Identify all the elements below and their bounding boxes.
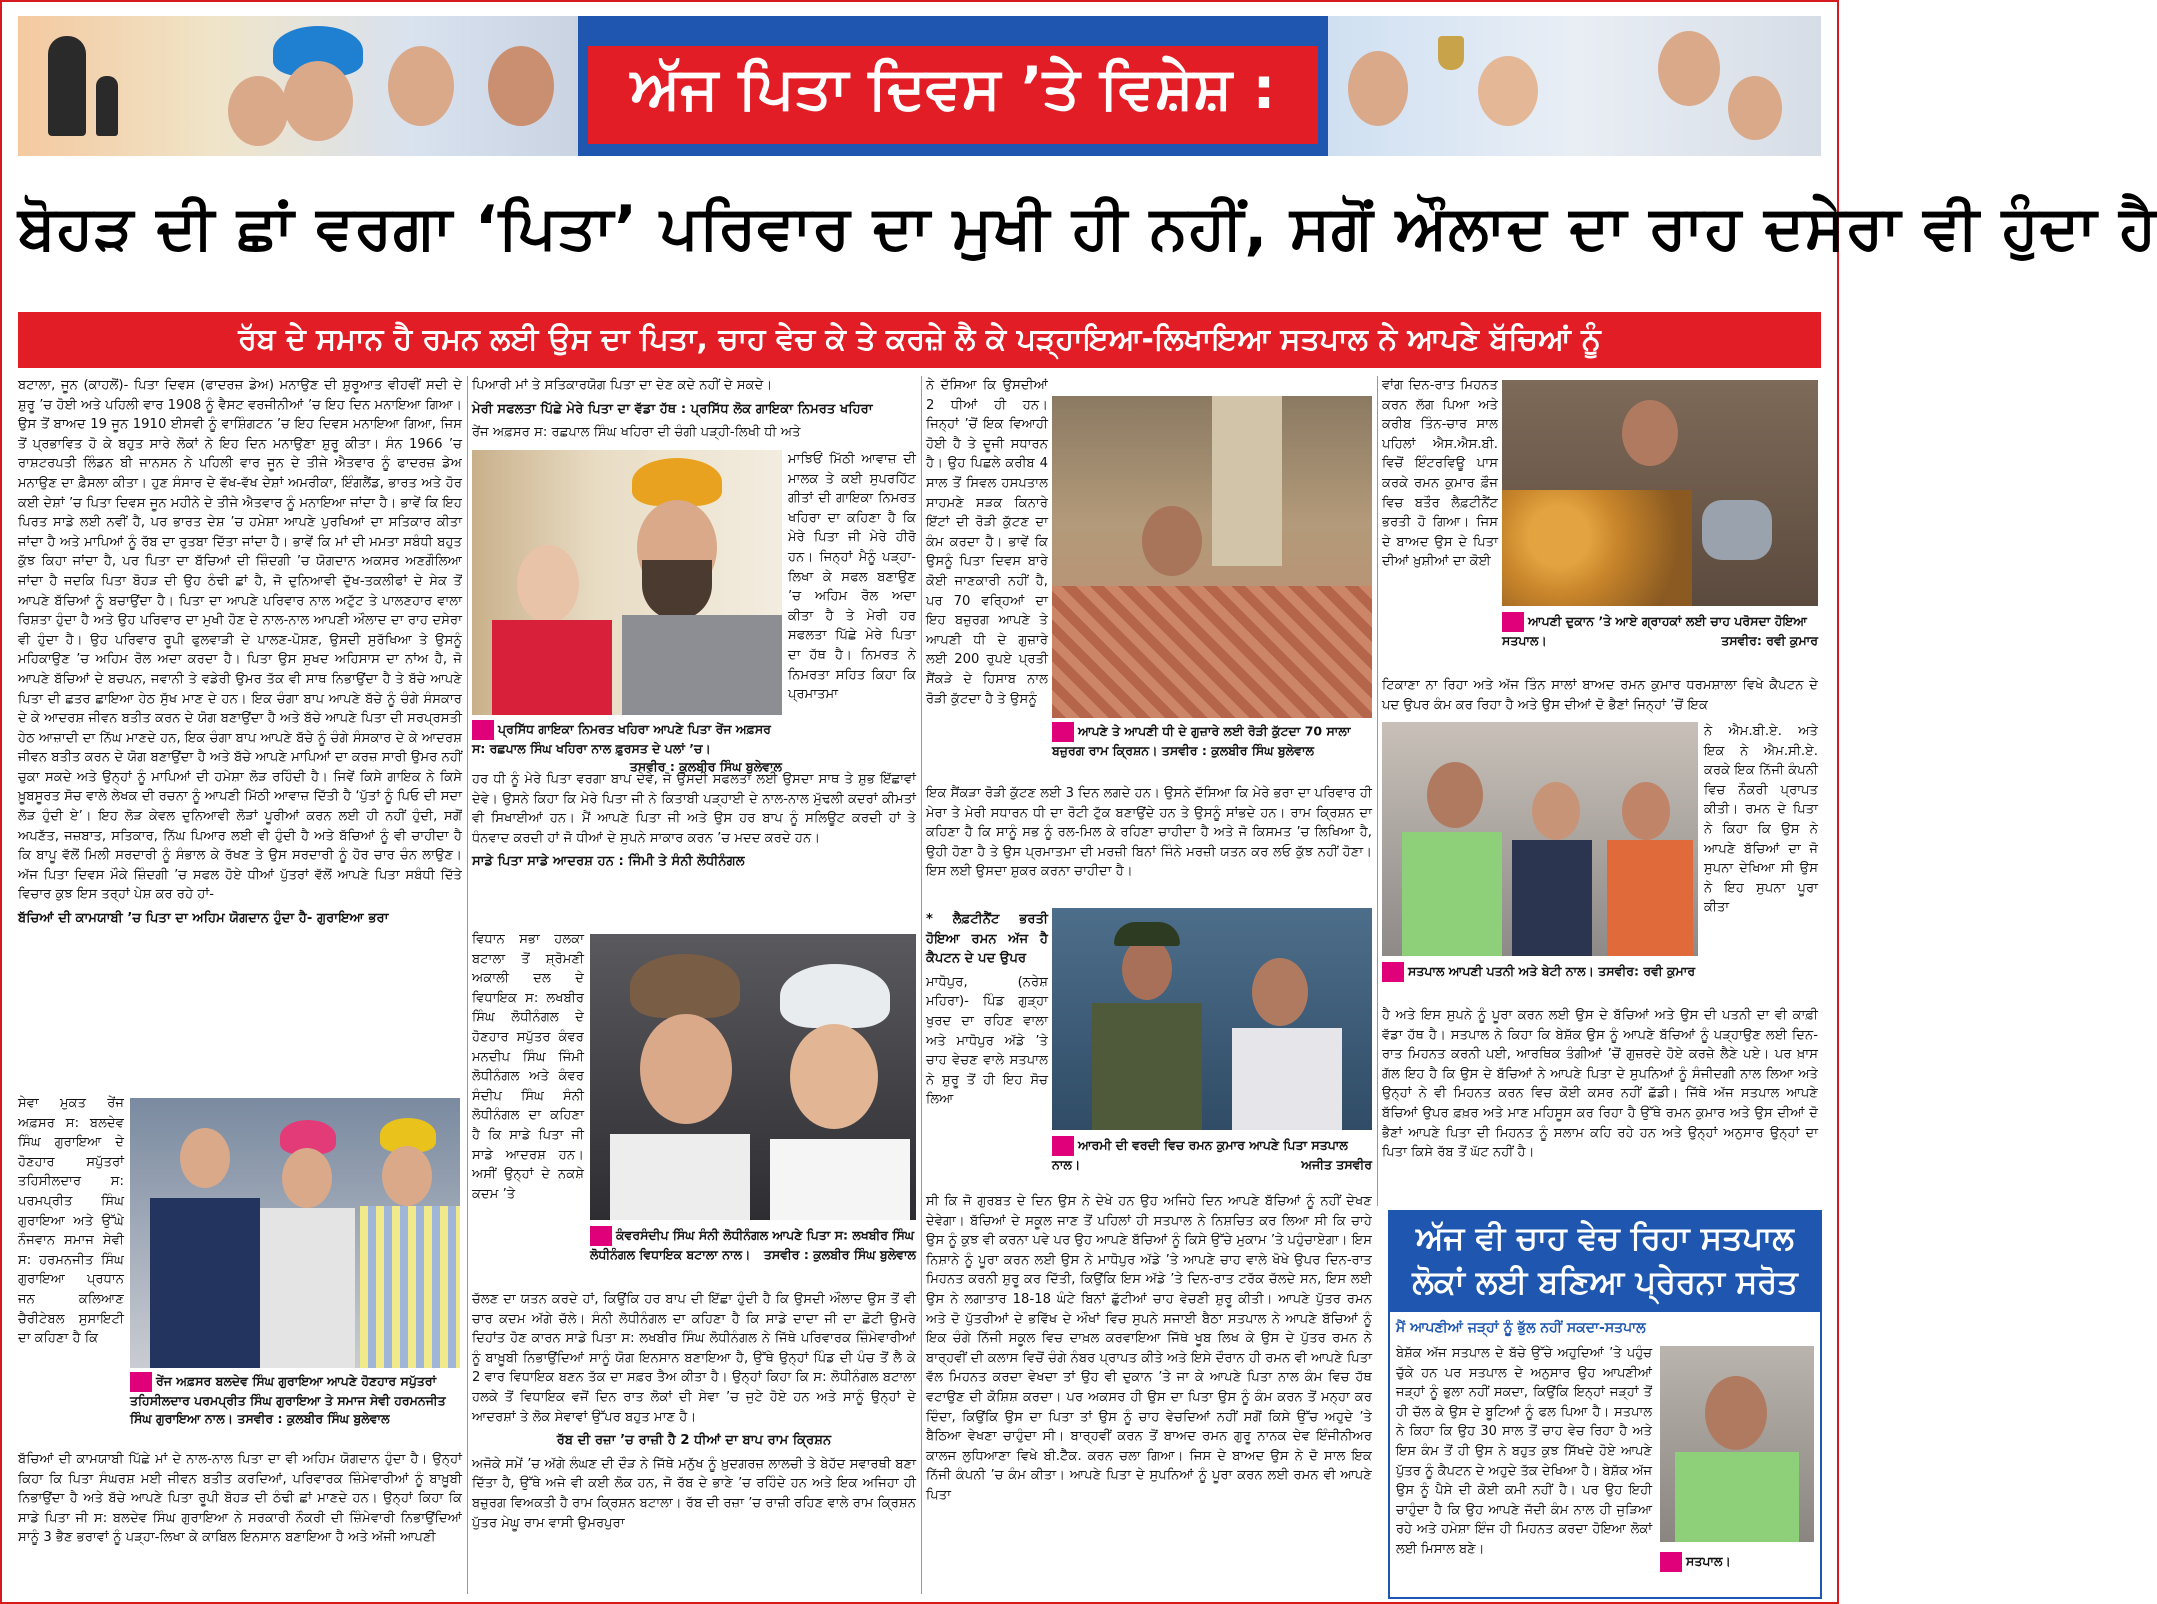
col1-paragraph-3: ਬੱਚਿਆਂ ਦੀ ਕਾਮਯਾਬੀ ਪਿੱਛੇ ਮਾਂ ਦੇ ਨਾਲ-ਨਾਲ ਪਿਤਾ ਦਾ ਵੀ ਅਹਿਮ ਯੋਗਦਾਨ ਹੁੰਦਾ ਹੈ। ਉਨ੍ਹਾਂ ਕਿਹਾ ਕਿ ਪਿਤਾ ਸੰਘਰਸ਼ ਮਈ ਜੀਵਨ ਬਤੀਤ ਕਰਦਿਆਂ, ਪਰਿਵਾਰਕ ਜ਼ਿੰਮੇਵਾਰੀਆਂ ਨੂੰ ਬਾਖ਼ੂਬੀ ਨਿਭਾਉਂਦਾ ਹੈ ਅਤੇ ਬੱਚੇ ਆਪਣੇ ਪਿਤਾ ਰੂਪੀ ਬੋਹੜ ਦੀ ਠੰਢੀ ਛਾਂ ਮਾਣਦੇ ਹਨ। ਉਨ੍ਹਾਂ ਕਿਹਾ ਕਿ ਸਾਡੇ ਪਿਤਾ ਜੀ ਸ: ਬਲਦੇਵ ਸਿੰਘ ਗੁਰਾਇਆ ਨੇ ਸਰਕਾਰੀ ਨੌਕਰੀ ਦੀ ਜ਼ਿੰਮੇਵਾਰੀ ਨਿਭਾਉਂਦਿਆਂ ਸਾਨੂੰ 3 ਭੈਣ ਭਰਾਵਾਂ ਨੂੰ ਪੜ੍ਹਾ-ਲਿਖਾ ਕੇ ਕਾਬਿਲ ਇਨਸਾਨ ਬਣਾਇਆ ਹੈ ਅਤੇ ਅੱਜੀ ਆਪਣੀ	[18, 1452, 462, 1546]
beard	[642, 560, 712, 620]
army-uniform	[1092, 1003, 1202, 1130]
silhouette-child-icon	[96, 76, 118, 136]
photo-lodhinangal	[590, 934, 916, 1220]
col3-paragraph-4: ਸੀ ਕਿ ਜੋ ਗੁਰਬਤ ਦੇ ਦਿਨ ਉਸ ਨੇ ਦੇਖੇ ਹਨ ਉਹ ਅਜਿਹੇ ਦਿਨ ਆਪਣੇ ਬੱਚਿਆਂ ਨੂੰ ਨਹੀਂ ਦੇਖਣ ਦੇਵੇਗਾ। ਬੱਚਿਆਂ ਦੇ ਸਕੂਲ ਜਾਣ ਤੋਂ ਪਹਿਲਾਂ ਹੀ ਸਤਪਾਲ ਨੇ ਨਿਸ਼ਚਿਤ ਕਰ ਲਿਆ ਸੀ ਕਿ ਚਾਹੇ ਉਸ ਨੂੰ ਕੁਝ ਵੀ ਕਰਨਾ ਪਵੇ ਪਰ ਉਹ ਆਪਣੇ ਬੱਚਿਆਂ ਨੂੰ ਕਿਸੇ ਉੱਚੇ ਮੁਕਾਮ ’ਤੇ ਪਹੁੰਚਾਏਗਾ। ਇਸ ਨਿਸ਼ਾਨੇ ਨੂੰ ਪੂਰਾ ਕਰਨ ਲਈ ਉਸ ਨੇ ਮਾਧੋਪੁਰ ਅੱਡੇ ’ਤੇ ਆਪਣੇ ਚਾਹ ਵਾਲੇ ਖੋਖੇ ਉਪਰ ਦਿਨ-ਰਾਤ ਮਿਹਨਤ ਕਰਨੀ ਸ਼ੁਰੂ ਕਰ ਦਿੱਤੀ, ਕਿਉਂਕਿ ਇਸ ਅੱਡੇ ’ਤੇ ਦਿਨ-ਰਾਤ ਟਰੱਕ ਚੱਲਦੇ ਸਨ, ਇਸ ਲਈ ਉਸ ਨੇ ਲਗਾਤਾਰ 18-18 ਘੰਟੇ ਬਿਨਾਂ ਛੁੱਟੀਆਂ ਚਾਹ ਵੇਚਣੀ ਸ਼ੁਰੂ ਕੀਤੀ। ਆਪਣੇ ਪੁੱਤਰ ਰਮਨ ਅਤੇ ਦੋ ਪੁੱਤਰੀਆਂ ਦੇ ਭਵਿੱਖ ਦੇ ਔਖਾਂ ਵਿਚ ਸੁਪਨੇ ਸਜਾਈ ਬੈਠਾ ਸਤਪਾਲ ਨੇ ਆਪਣੇ ਬੱਚਿਆਂ ਨੂੰ ਇਕ ਚੰਗੇ ਨਿੱਜੀ ਸਕੂਲ ਵਿਚ ਦਾਖ਼ਲ ਕਰਵਾਇਆ ਜਿੱਥੇ ਖੂਬ ਲਿਖ ਕੇ ਉਸ ਦੇ ਪੁੱਤਰ ਰਮਨ ਨੇ ਬਾਰ੍ਹਵੀਂ ਦੀ ਕਲਾਸ ਵਿਚੋਂ ਚੰਗੇ ਨੰਬਰ ਪ੍ਰਾਪਤ ਕੀਤੇ ਅਤੇ ਇਸੇ ਦੌਰਾਨ ਹੀ ਰਮਨ ਵੀ ਆਪਣੇ ਪਿਤਾ ਵੱਲ ਮਿਹਨਤ ਕਰਦਾ ਵੇਖਦਾ ਤਾਂ ਉਹ ਵੀ ਦੁਕਾਨ ’ਤੇ ਜਾ ਕੇ ਆਪਣੇ ਪਿਤਾ ਨਾਲ ਕੰਮ ਵਿਚ ਹੱਥ ਵਟਾਉਣ ਦੀ ਕੋਸ਼ਿਸ਼ ਕਰਦਾ। ਪਰ ਅਕਸਰ ਹੀ ਉਸ ਦਾ ਪਿਤਾ ਉਸ ਨੂੰ ਕੰਮ ਕਰਨ ਤੋਂ ਮਨ੍ਹਾ ਕਰ ਦਿੰਦਾ, ਕਿਉਂਕਿ ਉਸ ਦਾ ਪਿਤਾ ਤਾਂ ਉਸ ਨੂੰ ਚਾਹ ਵੇਚਦਿਆਂ ਨਹੀਂ ਸਗੋਂ ਕਿਸੇ ਉੱਚ ਅਹੁਦੇ ’ਤੇ ਬੈਠਿਆ ਵੇਖਣਾ ਚਾਹੁੰਦਾ ਸੀ। ਬਾਰ੍ਹਵੀਂ ਕਰਨ ਤੋਂ ਬਾਅਦ ਰਮਨ ਗੁਰੂ ਨਾਨਕ ਦੇਵ ਇੰਜੀਨੀਅਰ ਕਾਲਜ ਲੁਧਿਆਣਾ ਵਿਖੇ ਬੀ.ਟੈੱਕ. ਕਰਨ ਚਲਾ ਗਿਆ। ਜਿਸ ਦੇ ਬਾਅਦ ਉਸ ਨੇ ਦੋ ਸਾਲ ਇਕ ਨਿੱਜੀ ਕੰਪਨੀ ’ਚ ਕੰਮ ਕੀਤਾ। ਆਪਣੇ ਪਿਤਾ ਦੇ ਸੁਪਨਿਆਂ ਨੂੰ ਪੂਰਾ ਕਰਨ ਲਈ ਰਮਨ ਵੀ ਆਪਣੇ ਪਿਤਾ	[926, 1194, 1372, 1503]
face-wife	[1622, 782, 1670, 840]
photo-family	[1382, 722, 1698, 956]
face-6	[1478, 56, 1538, 126]
sidebar-box	[1388, 1210, 1822, 1599]
shirt-green-2	[1675, 1452, 1799, 1542]
caption-marker	[1502, 612, 1524, 632]
column-3-bottom	[926, 1192, 1372, 1596]
sidebar-box-title: ਅੱਜ ਵੀ ਚਾਹ ਵੇਚ ਰਿਹਾ ਸਤਪਾਲ ਲੋਕਾਂ ਲਈ ਬਣਿਆ ਪ੍ਰੇਰਨਾ ਸਰੋਤ	[1390, 1212, 1820, 1312]
col4-paragraph-3: ਹੈ ਅਤੇ ਇਸ ਸੁਪਨੇ ਨੂੰ ਪੂਰਾ ਕਰਨ ਲਈ ਉਸ ਦੇ ਬੱਚਿਆਂ ਅਤੇ ਉਸ ਦੀ ਪਤਨੀ ਦਾ ਵੀ ਕਾਫ਼ੀ ਵੱਡਾ ਹੱਥ ਹੈ। ਸਤਪਾਲ ਨੇ ਕਿਹਾ ਕਿ ਬੇਸ਼ੱਕ ਉਸ ਨੂੰ ਆਪਣੇ ਬੱਚਿਆਂ ਨੂੰ ਪੜ੍ਹਾਉਣ ਲਈ ਦਿਨ-ਰਾਤ ਮਿਹਨਤ ਕਰਨੀ ਪਈ, ਆਰਥਿਕ ਤੰਗੀਆਂ ’ਚੋਂ ਗੁਜ਼ਰਦੇ ਹੋਏ ਕਰਜ਼ੇ ਲੈਣੇ ਪਏ। ਪਰ ਖ਼ਾਸ ਗੱਲ ਇਹ ਹੈ ਕਿ ਉਸ ਦੇ ਬੱਚਿਆਂ ਨੇ ਆਪਣੇ ਪਿਤਾ ਦੇ ਸੁਪਨਿਆਂ ਨੂੰ ਸੰਜੀਦਗੀ ਨਾਲ ਲਿਆ ਅਤੇ ਉਨ੍ਹਾਂ ਨੇ ਵੀ ਮਿਹਨਤ ਕਰਨ ਵਿਚ ਕੋਈ ਕਸਰ ਨਹੀਂ ਛੱਡੀ। ਜਿੱਥੇ ਅੱਜ ਸਤਪਾਲ ਆਪਣੇ ਬੱਚਿਆਂ ਉਪਰ ਫ਼ਖ਼ਰ ਅਤੇ ਮਾਣ ਮਹਿਸੂਸ ਕਰ ਰਿਹਾ ਹੈ ਉੱਥੇ ਰਮਨ ਕੁਮਾਰ ਅਤੇ ਉਸ ਦੀਆਂ ਦੋ ਭੈਣਾਂ ਆਪਣੇ ਪਿਤਾ ਦੀ ਮਿਹਨਤ ਨੂੰ ਸਲਾਮ ਕਹਿ ਰਹੇ ਹਨ ਅਤੇ ਉਨ੍ਹਾਂ ਅਨੁਸਾਰ ਉਨ੍ਹਾਂ ਦਾ ਪਿਤਾ ਕਿਸੇ ਰੱਬ ਤੋਂ ਘੱਟ ਨਹੀਂ ਹੈ।	[1382, 1008, 1818, 1161]
caption-tea-credit: ਤਸਵੀਰ: ਰਵੀ ਕੁਮਾਰ	[1721, 633, 1818, 648]
sidebar-box-text: ਬੇਸ਼ੱਕ ਅੱਜ ਸਤਪਾਲ ਦੇ ਬੱਚੇ ਉੱਚੇ ਅਹੁਦਿਆਂ ’ਤੇ ਪਹੁੰਚ ਚੁੱਕੇ ਹਨ ਪਰ ਸਤਪਾਲ ਦੇ ਅਨੁਸਾਰ ਉਹ ਆਪਣੀਆਂ ਜੜ੍ਹਾਂ ਨੂੰ ਭੁਲਾ ਨਹੀਂ ਸਕਦਾ, ਕਿਉਂਕਿ ਇਨ੍ਹਾਂ ਜੜ੍ਹਾਂ ਤੋਂ ਹੀ ਚੱਲ ਕੇ ਉਸ ਦੇ ਬੂਟਿਆਂ ਨੂੰ ਫਲ ਪਿਆ ਹੈ। ਸਤਪਾਲ ਨੇ ਕਿਹਾ ਕਿ ਉਹ 30 ਸਾਲ ਤੋਂ ਚਾਹ ਵੇਚ ਰਿਹਾ ਹੈ ਅਤੇ ਇਸ ਕੰਮ ਤੋਂ ਹੀ ਉਸ ਨੇ ਬਹੁਤ ਕੁਝ ਸਿੱਖਦੇ ਹੋਏ ਆਪਣੇ ਪੁੱਤਰ ਨੂੰ ਕੈਪਟਨ ਦੇ ਅਹੁਦੇ ਤੱਕ ਦੇਖਿਆ ਹੈ। ਬੇਸ਼ੱਕ ਅੱਜ ਉਸ ਨੂੰ ਪੈਸੇ ਦੀ ਕੋਈ ਕਮੀ ਨਹੀਂ ਹੈ। ਪਰ ਉਹ ਇਹੀ ਚਾਹੁੰਦਾ ਹੈ ਕਿ ਉਹ ਆਪਣੇ ਜੱਦੀ ਕੰਮ ਨਾਲ ਹੀ ਜੁੜਿਆ ਰਹੇ ਅਤੇ ਹਮੇਸ਼ਾ ਇੰਜ ਹੀ ਮਿਹਨਤ ਕਰਦਾ ਹੋਇਆ ਲੋਕਾਂ ਲਈ ਮਿਸਾਲ ਬਣੇ।	[1396, 1346, 1652, 1557]
face-guraya-3	[382, 1146, 432, 1206]
col2-subheading-2: ਸਾਡੇ ਪਿਤਾ ਸਾਡੇ ਆਦਰਸ਼ ਹਨ : ਜਿੰਮੀ ਤੇ ਸੰਨੀ ਲੋਧੀਨੰਗਲ	[472, 854, 745, 870]
column-divider-2	[921, 376, 922, 1594]
caption-lodhinangal: ਕੰਵਰਸੰਦੀਪ ਸਿੰਘ ਸੰਨੀ ਲੋਧੀਨੰਗਲ ਆਪਣੇ ਪਿਤਾ ਸ: ਲਖਬੀਰ ਸਿੰਘ ਲੋਧੀਨੰਗਲ ਵਿਧਾਇਕ ਬਟਾਲਾ ਨਾਲ। ਤਸਵੀਰ : ਕੁਲਬੀਰ ਸਿੰਘ ਬੁਲੇਵਾਲ	[590, 1227, 916, 1262]
face-raman	[1122, 938, 1172, 1000]
face-guraya-1	[180, 1128, 230, 1188]
photo-tea-stall	[1502, 380, 1818, 606]
col1-paragraph-1: ਬਟਾਲਾ, ਜੂਨ (ਕਾਹਲੋਂ)- ਪਿਤਾ ਦਿਵਸ (ਫਾਦਰਜ਼ ਡੇਅ) ਮਨਾਉਣ ਦੀ ਸ਼ੁਰੂਆਤ ਵੀਹਵੀਂ ਸਦੀ ਦੇ ਸ਼ੁਰੂ ’ਚ ਹੋਈ ਅਤੇ ਪਹਿਲੀ ਵਾਰ 1908 ਨੂੰ ਵੈਸਟ ਵਰਜੀਨੀਆਂ ’ਚ ਇਹ ਦਿਨ ਮਨਾਇਆ ਗਿਆ। ਉਸ ਤੋਂ ਬਾਅਦ 19 ਜੂਨ 1910 ਈਸਵੀ ਨੂੰ ਵਾਸ਼ਿੰਗਟਨ ’ਚ ਇਹ ਦਿਵਸ ਮਨਾਇਆ ਗਿਆ, ਜਿਸ ਤੋਂ ਪ੍ਰਭਾਵਿਤ ਹੋ ਕੇ ਬਹੁਤ ਸਾਰੇ ਲੋਕਾਂ ਨੇ ਇਹ ਦਿਨ ਮਨਾਉਣਾ ਸ਼ੁਰੂ ਕੀਤਾ। ਸੰਨ 1966 ’ਚ ਰਾਸ਼ਟਰਪਤੀ ਲਿੰਡਨ ਬੀ ਜਾਨਸਨ ਨੇ ਪਹਿਲੀ ਵਾਰ ਜੂਨ ਦੇ ਤੀਜੇ ਐਤਵਾਰ ਨੂੰ ਫਾਦਰਜ਼ ਡੇਅ ਮਨਾਉਣ ਦਾ ਫ਼ੈਸਲਾ ਕੀਤਾ। ਹੁਣ ਸੰਸਾਰ ਦੇ ਵੱਖ-ਵੱਖ ਦੇਸ਼ਾਂ ਅਮਰੀਕਾ, ਇੰਗਲੈਂਡ, ਭਾਰਤ ਅਤੇ ਹੋਰ ਕਈ ਦੇਸ਼ਾਂ ’ਚ ਪਿਤਾ ਦਿਵਸ ਜੂਨ ਮਹੀਨੇ ਦੇ ਤੀਜੇ ਐਤਵਾਰ ਨੂੰ ਮਨਾਇਆ ਜਾਂਦਾ ਹੈ। ਭਾਵੇਂ ਕਿ ਇਹ ਪਿਰਤ ਸਾਡੇ ਲਈ ਨਵੀਂ ਹੈ, ਪਰ ਭਾਰਤ ਦੇਸ਼ ’ਚ ਹਮੇਸ਼ਾ ਆਪਣੇ ਪੁਰਖਿਆਂ ਦਾ ਸਤਿਕਾਰ ਕੀਤਾ ਜਾਂਦਾ ਹੈ ਅਤੇ ਮਾਪਿਆਂ ਨੂੰ ਰੱਬ ਦਾ ਰੁਤਬਾ ਦਿੱਤਾ ਜਾਂਦਾ ਹੈ। ਭਾਵੇਂ ਕਿ ਮਾਂ ਦੀ ਮਮਤਾ ਸਬੰਧੀ ਬਹੁਤ ਕੁੱਝ ਕਿਹਾ ਜਾਂਦਾ ਹੈ, ਪਰ ਪਿਤਾ ਦਾ ਬੱਚਿਆਂ ਦੀ ਜ਼ਿੰਦਗੀ ’ਚ ਯੋਗਦਾਨ ਅਕਸਰ ਅਣਗੌਲਿਆ ਜਾਂਦਾ ਹੈ ਜਦਕਿ ਪਿਤਾ ਬੋਹੜ ਦੀ ਉਹ ਠੰਢੀ ਛਾਂ ਹੈ, ਜੋ ਦੁਨਿਆਵੀ ਦੁੱਖ-ਤਕਲੀਫਾਂ ਦੇ ਸੇਕ ਤੋਂ ਆਪਣੇ ਬੱਚਿਆਂ ਨੂੰ ਬਚਾਉਂਦਾ ਹੈ। ਪਿਤਾ ਦਾ ਆਪਣੇ ਪਰਿਵਾਰ ਨਾਲ ਅਟੁੱਟ ਤੇ ਪਾਲਣਹਾਰ ਵਾਲਾ ਰਿਸ਼ਤਾ ਹੁੰਦਾ ਹੈ ਅਤੇ ਉਹ ਪਰਿਵਾਰ ਦਾ ਮੁਖੀ ਹੋਣ ਦੇ ਨਾਲ-ਨਾਲ ਆਪਣੀ ਔਲਾਦ ਦਾ ਰਾਹ ਦਸੇਰਾ ਵੀ ਹੁੰਦਾ ਹੈ। ਉਹ ਪਰਿਵਾਰ ਰੂਪੀ ਫੁਲਵਾੜੀ ਦੇ ਪਾਲਣ-ਪੋਸ਼ਣ, ਉਸਦੀ ਸੁਰੱਖਿਆ ਤੇ ਉਸਨੂੰ ਮਹਿਕਾਉਣ ’ਚ ਅਹਿਮ ਰੋਲ ਅਦਾ ਕਰਦਾ ਹੈ। ਪਿਤਾ ਉਸ ਸੁਖਦ ਅਹਿਸਾਸ ਦਾ ਨਾਂਅ ਹੈ, ਜੋ ਆਪਣੇ ਬੱਚਿਆਂ ਦੇ ਬਚਪਨ, ਜਵਾਨੀ ਤੇ ਵਡੇਰੀ ਉਮਰ ਤੱਕ ਵੀ ਸਾਥ ਨਿਭਾਉਂਦਾ ਹੈ ਤੇ ਬੱਚੇ ਆਪਣੇ ਪਿਤਾ ਦੀ ਛਤਰ ਛਾਇਆ ਹੇਠ ਸੁੱਖ ਮਾਣ ਦੇ ਹਨ। ਇਕ ਚੰਗਾ ਬਾਪ ਆਪਣੇ ਬੱਚੇ ਨੂੰ ਚੰਗੇ ਸੰਸਕਾਰ ਦੇ ਕੇ ਆਦਰਸ਼ ਜੀਵਨ ਬਤੀਤ ਕਰਨ ਦੇ ਯੋਗ ਬਣਾਉਂਦਾ ਹੈ ਅਤੇ ਬੱਚੇ ਆਪਣੇ ਪਿਤਾ ਦੀ ਸਰਪ੍ਰਸਤੀ ਹੇਠ ਆਜ਼ਾਦੀ ਦਾ ਨਿੱਘ ਮਾਣਦੇ ਹਨ, ਇਕ ਚੰਗਾ ਬਾਪ ਆਪਣੇ ਬੱਚੇ ਨੂੰ ਚੰਗੇ ਸੰਸਕਾਰ ਦੇ ਕੇ ਆਦਰਸ਼ ਜੀਵਨ ਬਤੀਤ ਕਰਨ ਦੇ ਯੋਗ ਬਣਾਉਂਦਾ ਹੈ ਅਤੇ ਬੱਚੇ ਆਪਣੇ ਮਾਪਿਆਂ ਦਾ ਕਰਜ਼ ਸਾਰੀ ਉਮਰ ਨਹੀਂ ਚੁਕਾ ਸਕਦੇ ਅਤੇ ਉਨ੍ਹਾਂ ਨੂੰ ਮਾਪਿਆਂ ਦੀ ਹਮੇਸ਼ਾ ਲੋੜ ਰਹਿੰਦੀ ਹੈ। ਜਿਵੇਂ ਕਿਸੇ ਗਾਇਕ ਨੇ ਕਿਸੇ ਖ਼ੂਬਸੂਰਤ ਸੋਚ ਵਾਲੇ ਲੇਖਕ ਦੀ ਰਚਨਾ ਨੂੰ ਆਪਣੀ ਮਿੱਠੀ ਆਵਾਜ਼ ਦਿੱਤੀ ਹੈ ‘ਪੁੱਤਾਂ ਨੂੰ ਪਿਓ ਦੀ ਸਦਾ ਲੋੜ ਹੁੰਦੀ ਏ’। ਇਹ ਲੋੜ ਕੇਵਲ ਦੁਨਿਆਵੀ ਲੋੜਾਂ ਪੂਰੀਆਂ ਕਰਨ ਲਈ ਹੀ ਨਹੀਂ ਹੁੰਦੀ, ਸਗੋਂ ਅਪਣੱਤ, ਜਜ਼ਬਾਤ, ਸਤਿਕਾਰ, ਨਿੱਘ ਪਿਆਰ ਲਈ ਵੀ ਹੁੰਦੀ ਹੈ ਅਤੇ ਬੱਚਿਆਂ ਨੂੰ ਵੀ ਚਾਹੀਦਾ ਹੈ ਕਿ ਬਾਪੂ ਵੱਲੋਂ ਮਿਲੀ ਸਰਦਾਰੀ ਨੂੰ ਸੰਭਾਲ ਕੇ ਰੱਖਣ ਤੇ ਉਸ ਸਰਦਾਰੀ ਨੂੰ ਹੋਰ ਚਾਰ ਚੰਨ ਲਾਉਣ। ਅੱਜ ਪਿਤਾ ਦਿਵਸ ਮੌਕੇ ਜ਼ਿੰਦਗੀ ’ਚ ਸਫਲ ਹੋਏ ਧੀਆਂ ਪੁੱਤਰਾਂ ਵੱਲੋਂ ਆਪਣੇ ਪਿਤਾ ਸਬੰਧੀ ਦਿੱਤੇ ਵਿਚਾਰ ਕੁਝ ਇਸ ਤਰ੍ਹਾਂ ਪੇਸ਼ ਕਰ ਰਹੇ ਹਾਂ-	[18, 378, 462, 903]
caption-tea-stall: ਆਪਣੀ ਦੁਕਾਨ ’ਤੇ ਆਏ ਗ੍ਰਾਹਕਾਂ ਲਈ ਚਾਹ ਪਰੋਸਦਾ ਹੋਇਆ ਸਤਪਾਲ। ਤਸਵੀਰ: ਰਵੀ ਕੁਮਾਰ	[1502, 613, 1818, 648]
caption-marker	[130, 1372, 152, 1392]
shirt-green	[1402, 832, 1502, 956]
caption-marker	[1052, 1136, 1074, 1156]
photo-ram-krishan	[1052, 396, 1372, 718]
turban-brown	[630, 954, 740, 1018]
col3-paragraph-3: ਮਾਧੋਪੁਰ, (ਨਰੇਸ਼ ਮਹਿਰਾ)- ਪਿੰਡ ਗੁੜ੍ਹਾ ਖੁਰਦ ਦਾ ਰਹਿਣ ਵਾਲਾ ਅਤੇ ਮਾਧੋਪੁਰ ਅੱਡੇ ’ਤੇ ਚਾਹ ਵੇਚਣ ਵਾਲੇ ਸਤਪਾਲ ਨੇ ਸ਼ੁਰੂ ਤੋਂ ਹੀ ਇਹ ਸੋਚ ਲਿਆ	[926, 974, 1048, 1108]
col2-paragraph-3: ਹਰ ਧੀ ਨੂੰ ਮੇਰੇ ਪਿਤਾ ਵਰਗਾ ਬਾਪ ਦੇਵੇ, ਜੋ ਉਸਦੀ ਸਫਲਤਾ ਲਈ ਉਸਦਾ ਸਾਥ ਤੇ ਸ਼ੁਭ ਇੱਛਾਵਾਂ ਦੇਵੇ। ਉਸਨੇ ਕਿਹਾ ਕਿ ਮੇਰੇ ਪਿਤਾ ਜੀ ਨੇ ਕਿਤਾਬੀ ਪੜ੍ਹਾਈ ਦੇ ਨਾਲ-ਨਾਲ ਮੁੱਢਲੀ ਕਦਰਾਂ ਕੀਮਤਾਂ ਵੀ ਸਿਖਾਈਆਂ ਹਨ। ਮੈਂ ਆਪਣੇ ਪਿਤਾ ਜੀ ਅਤੇ ਉਸ ਹਰ ਬਾਪ ਨੂੰ ਸਲਿਊਟ ਕਰਦੀ ਹਾਂ ਤੇ ਧੰਨਵਾਦ ਕਰਦੀ ਹਾਂ ਜੋ ਧੀਆਂ ਦੇ ਸੁਪਨੇ ਸਾਕਾਰ ਕਰਨ ’ਚ ਮਦਦ ਕਰਦੇ ਹਨ।	[472, 772, 916, 846]
face-1	[228, 76, 288, 146]
col2-subheading-3: ਰੱਬ ਦੀ ਰਜ਼ਾ ’ਚ ਰਾਜ਼ੀ ਹੈ 2 ਧੀਆਂ ਦਾ ਬਾਪ ਰਾਮ ਕ੍ਰਿਸ਼ਨ	[556, 1433, 832, 1449]
caption-nimrat: ਪ੍ਰਸਿੱਧ ਗਾਇਕਾ ਨਿਮਰਤ ਖਹਿਰਾ ਆਪਣੇ ਪਿਤਾ ਰੇਂਜ ਅਫ਼ਸਰ ਸ: ਰਛਪਾਲ ਸਿੰਘ ਖਹਿਰਾ ਨਾਲ ਫ਼ੁਰਸਤ ਦੇ ਪਲਾਂ ’ਚ। ਤਸਵੀਰ : ਕੁਲਬੀਰ ਸਿੰਘ ਬੁਲੇਵਾਲ	[472, 721, 782, 774]
col3-paragraph-1: ਨੇ ਦੱਸਿਆ ਕਿ ਉਸਦੀਆਂ 2 ਧੀਆਂ ਹੀ ਹਨ। ਜਿਨ੍ਹਾਂ ’ਚੋਂ ਇਕ ਵਿਆਹੀ ਹੋਈ ਹੈ ਤੇ ਦੂਜੀ ਸਧਾਰਨ ਹੈ। ਉਹ ਪਿਛਲੇ ਕਰੀਬ 4 ਸਾਲ ਤੋਂ ਸਿਵਲ ਹਸਪਤਾਲ ਸਾਹਮਣੇ ਸੜਕ ਕਿਨਾਰੇ ਇੱਟਾਂ ਦੀ ਰੋੜੀ ਕੁੱਟਣ ਦਾ ਕੰਮ ਕਰਦਾ ਹੈ। ਭਾਵੇਂ ਕਿ ਉਸਨੂੰ ਪਿਤਾ ਦਿਵਸ ਬਾਰੇ ਕੋਈ ਜਾਣਕਾਰੀ ਨਹੀਂ ਹੈ, ਪਰ 70 ਵਰਿ੍ਹਆਂ ਦਾ ਇਹ ਬਜ਼ੁਰਗ ਆਪਣੇ ਤੇ ਆਪਣੀ ਧੀ ਦੇ ਗੁਜ਼ਾਰੇ ਲਈ 200 ਰੁਪਏ ਪ੍ਰਤੀ ਸੈਂਕੜੇ ਦੇ ਹਿਸਾਬ ਨਾਲ ਰੋੜੀ ਕੁੱਟਦਾ ਹੈ ਤੇ ਉਸਨੂੰ	[926, 378, 1048, 707]
column-2-side	[788, 450, 916, 745]
col3-paragraph-2: ਇਕ ਸੈਂਕੜਾ ਰੋੜੀ ਕੁੱਟਣ ਲਈ 3 ਦਿਨ ਲਗਦੇ ਹਨ। ਉਸਨੇ ਦੱਸਿਆ ਕਿ ਮੇਰੇ ਭਰਾ ਦਾ ਪਰਿਵਾਰ ਹੀ ਮੇਰਾ ਤੇ ਮੇਰੀ ਸਧਾਰਨ ਧੀ ਦਾ ਰੋਟੀ ਟੁੱਕ ਬਣਾਉਂਦੇ ਹਨ ਤੇ ਉਸਨੂੰ ਸਾਂਭਦੇ ਹਨ। ਰਾਮ ਕ੍ਰਿਸ਼ਨ ਦਾ ਕਹਿਣਾ ਹੈ ਕਿ ਸਾਨੂੰ ਸਭ ਨੂੰ ਰਲ-ਮਿਲ ਕੇ ਰਹਿਣਾ ਚਾਹੀਦਾ ਹੈ ਅਤੇ ਜੋ ਕਿਸਮਤ ’ਚ ਲਿਖਿਆ ਹੈ, ਉਹੀ ਹੋਣਾ ਹੈ ਤੇ ਉਸ ਪ੍ਰਮਾਤਮਾ ਦੀ ਮਰਜ਼ੀ ਬਿਨਾਂ ਜਿੰਨੇ ਮਰਜ਼ੀ ਯਤਨ ਕਰ ਲਓ ਕੁੱਝ ਨਹੀਂ ਹੋਣਾ। ਇਸ ਲਈ ਉਸਦਾ ਸ਼ੁਕਰ ਕਰਨਾ ਚਾਹੀਦਾ ਹੈ।	[926, 786, 1372, 880]
caption-marker	[472, 720, 494, 740]
face-satpal-tea	[1622, 400, 1678, 466]
face-lodhi-1	[640, 1014, 732, 1124]
caption-satpal: ਸਤਪਾਲ।	[1660, 1552, 1814, 1572]
shirt-grey-2	[622, 615, 782, 715]
face-ram	[1142, 506, 1202, 576]
face-satpal-army	[1252, 958, 1308, 1026]
pakora-tray	[1502, 490, 1692, 606]
col1-paragraph-2: ਸੇਵਾ ਮੁਕਤ ਰੇਂਜ ਅਫ਼ਸਰ ਸ: ਬਲਦੇਵ ਸਿੰਘ ਗੁਰਾਇਆ ਦੇ ਹੋਣਹਾਰ ਸਪੁੱਤਰਾਂ ਤਹਿਸੀਲਦਾਰ ਸ: ਪਰਮਪ੍ਰੀਤ ਸਿੰਘ ਗੁਰਾਇਆ ਅਤੇ ਉੱਘੇ ਨੌਜਵਾਨ ਸਮਾਜ ਸੇਵੀ ਸ: ਹਰਮਨਜੀਤ ਸਿੰਘ ਗੁਰਾਇਆ ਪ੍ਰਧਾਨ ਜਨ ਕਲਿਆਣ ਚੈਰੀਟੇਬਲ ਸੁਸਾਇਟੀ ਦਾ ਕਹਿਣਾ ਹੈ ਕਿ	[18, 1096, 124, 1347]
col2-subheading-1: ਮੇਰੀ ਸਫਲਤਾ ਪਿੱਛੇ ਮੇਰੇ ਪਿਤਾ ਦਾ ਵੱਡਾ ਹੱਥ : ਪ੍ਰਸਿੱਧ ਲੋਕ ਗਾਇਕਾ ਨਿਮਰਤ ਖਹਿਰਾ	[472, 401, 873, 417]
column-2-top	[472, 376, 916, 446]
shirt-white-3	[1232, 1028, 1342, 1130]
headline: ਬੋਹੜ ਦੀ ਛਾਂ ਵਰਗਾ ‘ਪਿਤਾ’ ਪਰਿਵਾਰ ਦਾ ਮੁਖੀ ਹੀ ਨਹੀਂ, ਸਗੋਂ ਔਲਾਦ ਦਾ ਰਾਹ ਦਸੇਰਾ ਵੀ ਹੁੰਦਾ ਹੈ	[18, 193, 2157, 263]
tree-trunk	[1212, 396, 1282, 566]
face-8	[1728, 76, 1782, 140]
column-3-mid	[926, 784, 1372, 902]
caption-family: ਸਤਪਾਲ ਆਪਣੀ ਪਤਨੀ ਅਤੇ ਬੇਟੀ ਨਾਲ। ਤਸਵੀਰ: ਰਵੀ ਕੁਮਾਰ	[1382, 962, 1698, 982]
photo-nimrat	[472, 450, 782, 715]
tea-kettle	[1702, 500, 1772, 560]
silhouette-icon	[48, 36, 86, 136]
dupatta-red	[492, 620, 612, 715]
column-4-wide	[1382, 676, 1818, 716]
col2-paragraph-1: ਪਿਆਰੀ ਮਾਂ ਤੇ ਸਤਿਕਾਰਯੋਗ ਪਿਤਾ ਦਾ ਦੇਣ ਕਦੇ ਨਹੀਂ ਦੇ ਸਕਦੇ।	[472, 378, 773, 393]
turban-white	[780, 964, 890, 1028]
shirt-grey	[260, 1208, 355, 1368]
col3-subheading-1: * ਲੈਫ਼ਟੀਨੈਂਟ ਭਰਤੀ ਹੋਇਆ ਰਮਨ ਅੱਜ ਹੈ ਕੈਪਟਨ ਦੇ ਪਦ ਉਪਰ	[926, 912, 1048, 967]
face-3	[388, 46, 454, 126]
shirt-dark	[1512, 840, 1592, 956]
caption-army-credit: ਅਜੀਤ ਤਸਵੀਰ	[1301, 1157, 1372, 1172]
trophy-icon	[1438, 36, 1464, 70]
face-satpal-family	[1427, 762, 1483, 828]
face-satpal	[1705, 1376, 1767, 1450]
caption-nimrat-credit: ਤਸਵੀਰ : ਕੁਲਬੀਰ ਸਿੰਘ ਬੁਲੇਵਾਲ	[629, 759, 782, 774]
caption-marker	[1382, 962, 1404, 982]
caption-ram-krishan: ਆਪਣੇ ਤੇ ਆਪਣੀ ਧੀ ਦੇ ਗੁਜ਼ਾਰੇ ਲਈ ਰੋੜੀ ਕੁੱਟਦਾ 70 ਸਾਲਾ ਬਜ਼ੁਰਗ ਰਾਮ ਕ੍ਰਿਸ਼ਨ। ਤਸਵੀਰ : ਕੁਲਬੀਰ ਸਿੰਘ ਬੁਲੇਵਾਲ	[1052, 723, 1351, 758]
banner	[18, 16, 1821, 156]
photo-satpal	[1660, 1346, 1814, 1542]
shirt-striped	[360, 1206, 460, 1368]
bricks-pile	[1052, 586, 1372, 718]
caption-marker	[1052, 722, 1074, 742]
shirt-white-2	[770, 1139, 910, 1220]
column-1-top	[18, 376, 462, 1088]
caption-marker	[590, 1226, 612, 1246]
face-daughter-2	[1532, 782, 1580, 840]
caption-guraya: ਰੇਂਜ ਅਫ਼ਸਰ ਬਲਦੇਵ ਸਿੰਘ ਗੁਰਾਇਆ ਆਪਣੇ ਹੋਣਹਾਰ ਸਪੁੱਤਰਾਂ ਤਹਿਸੀਲਦਾਰ ਪਰਮਪ੍ਰੀਤ ਸਿੰਘ ਗੁਰਾਇਆ ਤੇ ਸਮਾਜ ਸੇਵੀ ਹਰਮਨਜੀਤ ਸਿੰਘ ਗੁਰਾਇਆ ਨਾਲ। ਤਸਵੀਰ : ਕੁਲਬੀਰ ਸਿੰਘ ਬੁਲੇਵਾਲ	[130, 1373, 446, 1426]
column-1-bottom	[18, 1450, 462, 1596]
col4-paragraph-1: ਵਾਂਗ ਦਿਨ-ਰਾਤ ਮਿਹਨਤ ਕਰਨ ਲੱਗ ਪਿਆ ਅਤੇ ਕਰੀਬ ਤਿੰਨ-ਚਾਰ ਸਾਲ ਪਹਿਲਾਂ ਐਸ.ਐਸ.ਬੀ. ਵਿਚੋਂ ਇੰਟਰਵਿਊ ਪਾਸ ਕਰਕੇ ਰਮਨ ਕੁਮਾਰ ਫ਼ੌਜ ਵਿਚ ਬਤੌਰ ਲੈਫ਼ਟੀਨੈਂਟ ਭਰਤੀ ਹੋ ਗਿਆ। ਜਿਸ ਦੇ ਬਾਅਦ ਉਸ ਦੇ ਪਿਤਾ ਦੀਆਂ ਖ਼ੁਸ਼ੀਆਂ ਦਾ ਕੋਈ	[1382, 378, 1498, 570]
face-guraya-2	[282, 1148, 332, 1208]
column-4-side	[1704, 722, 1818, 1012]
suit-blue	[150, 1198, 260, 1368]
photo-guraya	[130, 1098, 460, 1368]
banner-photo-right	[1328, 16, 1821, 156]
col2-paragraph-6: ਅਜੋਕੇ ਸਮੇਂ ’ਚ ਅੱਗੇ ਲੰਘਣ ਦੀ ਦੌੜ ਨੇ ਜਿੱਥੇ ਮਨੁੱਖ ਨੂੰ ਖ਼ੁਦਗਰਜ਼ ਲਾਲਚੀ ਤੇ ਬੇਹੱਦ ਸਵਾਰਥੀ ਬਣਾ ਦਿੱਤਾ ਹੈ, ਉੱਥੇ ਅਜੇ ਵੀ ਕਈ ਲੋਕ ਹਨ, ਜੋ ਰੱਬ ਦੇ ਭਾਣੇ ’ਚ ਰਹਿੰਦੇ ਹਨ ਅਤੇ ਇਕ ਅਜਿਹਾ ਹੀ ਬਜ਼ੁਰਗ ਵਿਅਕਤੀ ਹੈ ਰਾਮ ਕ੍ਰਿਸ਼ਨ ਬਟਾਲਾ। ਰੱਬ ਦੀ ਰਜ਼ਾ ’ਚ ਰਾਜ਼ੀ ਰਹਿਣ ਵਾਲੇ ਰਾਮ ਕ੍ਰਿਸ਼ਨ ਪੁੱਤਰ ਮੇਘੂ ਰਾਮ ਵਾਸੀ ਉਮਰਪੁਰਾ	[472, 1456, 916, 1531]
face-7	[1658, 31, 1720, 106]
photo-army	[1052, 908, 1372, 1130]
column-4-bottom	[1382, 1006, 1818, 1202]
col2-paragraph-2b: ਮਾਝਿਓਂ ਮਿੱਠੀ ਆਵਾਜ਼ ਦੀ ਮਾਲਕ ਤੇ ਕਈ ਸੁਪਰਹਿੱਟ ਗੀਤਾਂ ਦੀ ਗਾਇਕਾ ਨਿਮਰਤ ਖਹਿਰਾ ਦਾ ਕਹਿਣਾ ਹੈ ਕਿ ਮੇਰੇ ਪਿਤਾ ਜੀ ਮੇਰੇ ਹੀਰੋ ਹਨ। ਜਿਨ੍ਹਾਂ ਮੈਨੂੰ ਪੜ੍ਹਾ-ਲਿਖਾ ਕੇ ਸਫਲ ਬਣਾਉਣ ’ਚ ਅਹਿਮ ਰੋਲ ਅਦਾ ਕੀਤਾ ਹੈ ਤੇ ਮੇਰੀ ਹਰ ਸਫਲਤਾ ਪਿੱਛੇ ਮੇਰੇ ਪਿਤਾ ਦਾ ਹੱਥ ਹੈ। ਨਿਮਰਤ ਨੇ ਨਿਮਰਤਾ ਸਹਿਤ ਕਿਹਾ ਕਿ ਪ੍ਰਮਾਤਮਾ	[788, 452, 916, 703]
caption-army: ਆਰਮੀ ਦੀ ਵਰਦੀ ਵਿਚ ਰਮਨ ਕੁਮਾਰ ਆਪਣੇ ਪਿਤਾ ਸਤਪਾਲ ਨਾਲ। ਅਜੀਤ ਤਸਵੀਰ	[1052, 1137, 1372, 1172]
col2-paragraph-4: ਵਿਧਾਨ ਸਭਾ ਹਲਕਾ ਬਟਾਲਾ ਤੋਂ ਸ਼੍ਰੋਮਣੀ ਅਕਾਲੀ ਦਲ ਦੇ ਵਿਧਾਇਕ ਸ: ਲਖਬੀਰ ਸਿੰਘ ਲੋਧੀਨੰਗਲ ਦੇ ਹੋਣਹਾਰ ਸਪੁੱਤਰ ਕੰਵਰ ਮਨਦੀਪ ਸਿੰਘ ਜਿੰਮੀ ਲੋਧੀਨੰਗਲ ਅਤੇ ਕੰਵਰ ਸੰਦੀਪ ਸਿੰਘ ਸੰਨੀ ਲੋਧੀਨੰਗਲ ਦਾ ਕਹਿਣਾ ਹੈ ਕਿ ਸਾਡੇ ਪਿਤਾ ਜੀ ਸਾਡੇ ਆਦਰਸ਼ ਹਨ। ਅਸੀਂ ਉਨ੍ਹਾਂ ਦੇ ਨਕਸ਼ੇ ਕਦਮ ’ਤੇ	[472, 932, 584, 1202]
army-cap	[1114, 922, 1180, 946]
column-2-bottom	[472, 1290, 916, 1596]
turban-orange	[632, 458, 722, 506]
col1-subheading-1: ਬੱਚਿਆਂ ਦੀ ਕਾਮਯਾਬੀ ’ਚ ਪਿਤਾ ਦਾ ਅਹਿਮ ਯੋਗਦਾਨ ਹੁੰਦਾ ਹੈ- ਗੁਰਾਇਆ ਭਰਾ	[18, 911, 389, 927]
face-daughter	[517, 545, 579, 623]
col4-paragraph-2: ਟਿਕਾਣਾ ਨਾ ਰਿਹਾ ਅਤੇ ਅੱਜ ਤਿੰਨ ਸਾਲਾਂ ਬਾਅਦ ਰਮਨ ਕੁਮਾਰ ਧਰਮਸ਼ਾਲਾ ਵਿਖੇ ਕੈਪਟਨ ਦੇ ਪਦ ਉਪਰ ਕੰਮ ਕਰ ਰਿਹਾ ਹੈ ਅਤੇ ਉਸ ਦੀਆਂ ਦੋ ਭੈਣਾਂ ਜਿਨ੍ਹਾਂ ’ਚੋਂ ਇਕ	[1382, 678, 1818, 713]
column-divider-1	[467, 376, 468, 1594]
col4-paragraph-2b: ਨੇ ਐਮ.ਬੀ.ਏ. ਅਤੇ ਇਕ ਨੇ ਐਮ.ਸੀ.ਏ. ਕਰਕੇ ਇਕ ਨਿੱਜੀ ਕੰਪਨੀ ਵਿਚ ਨੌਕਰੀ ਪ੍ਰਾਪਤ ਕੀਤੀ। ਰਮਨ ਦੇ ਪਿਤਾ ਨੇ ਕਿਹਾ ਕਿ ਉਸ ਨੇ ਆਪਣੇ ਬੱਚਿਆਂ ਦਾ ਜੋ ਸੁਪਨਾ ਦੇਖਿਆ ਸੀ ਉਸ ਨੇ ਇਹ ਸੁਪਨਾ ਪੂਰਾ ਕੀਤਾ	[1704, 724, 1818, 916]
caption-marker	[1660, 1552, 1682, 1572]
col2-paragraph-2: ਰੇਂਜ ਅਫ਼ਸਰ ਸ: ਰਛਪਾਲ ਸਿੰਘ ਖਹਿਰਾ ਦੀ ਚੰਗੀ ਪੜ੍ਹੀ-ਲਿਖੀ ਧੀ ਅਤੇ	[472, 425, 801, 441]
face-4	[488, 46, 554, 126]
suit-orange	[1607, 840, 1693, 956]
face-5	[1348, 51, 1408, 126]
shirt-white	[610, 1134, 750, 1220]
banner-photo-left	[18, 16, 578, 156]
caption-lodhi-credit: ਤਸਵੀਰ : ਕੁਲਬੀਰ ਸਿੰਘ ਬੁਲੇਵਾਲ	[763, 1247, 916, 1262]
face-2	[283, 61, 353, 141]
column-divider-3	[1377, 376, 1378, 1206]
col2-paragraph-5: ਚੱਲਣ ਦਾ ਯਤਨ ਕਰਦੇ ਹਾਂ, ਕਿਉਂਕਿ ਹਰ ਬਾਪ ਦੀ ਇੱਛਾ ਹੁੰਦੀ ਹੈ ਕਿ ਉਸਦੀ ਔਲਾਦ ਉਸ ਤੋਂ ਵੀ ਚਾਰ ਕਦਮ ਅੱਗੇ ਚੱਲੇ। ਸੰਨੀ ਲੋਧੀਨੰਗਲ ਦਾ ਕਹਿਣਾ ਹੈ ਕਿ ਸਾਡੇ ਦਾਦਾ ਜੀ ਦਾ ਛੋਟੀ ਉਮਰੇ ਦਿਹਾਂਤ ਹੋਣ ਕਾਰਨ ਸਾਡੇ ਪਿਤਾ ਸ: ਲਖਬੀਰ ਸਿੰਘ ਲੋਧੀਨੰਗਲ ਨੇ ਜਿੱਥੇ ਪਰਿਵਾਰਕ ਜ਼ਿੰਮੇਵਾਰੀਆਂ ਨੂੰ ਬਾਖ਼ੂਬੀ ਨਿਭਾਉਂਦਿਆਂ ਸਾਨੂੰ ਯੋਗ ਇਨਸਾਨ ਬਣਾਇਆ ਹੈ, ਉੱਥੇ ਉਨ੍ਹਾਂ ਪਿੰਡ ਦੀ ਪੰਚ ਤੋਂ ਲੈ ਕੇ 2 ਵਾਰ ਵਿਧਾਇਕ ਬਣਨ ਤੱਕ ਦਾ ਸਫ਼ਰ ਤੈਅ ਕੀਤਾ ਹੈ। ਉਨ੍ਹਾਂ ਕਿਹਾ ਕਿ ਸ: ਲੋਧੀਨੰਗਲ ਬਟਾਲਾ ਹਲਕੇ ਤੋਂ ਵਿਧਾਇਕ ਵਜੋਂ ਦਿਨ ਰਾਤ ਲੋਕਾਂ ਦੀ ਸੇਵਾ ’ਚ ਜੁਟੇ ਹੋਏ ਹਨ ਅਤੇ ਸਾਨੂੰ ਉਨ੍ਹਾਂ ਦੇ ਆਦਰਸ਼ਾਂ ਤੇ ਲੋਕ ਸੇਵਾਵਾਂ ਉੱਪਰ ਬਹੁਤ ਮਾਣ ਹੈ।	[472, 1292, 916, 1425]
column-1-narrow	[18, 1094, 124, 1446]
banner-title: ਅੱਜ ਪਿਤਾ ਦਿਵਸ ’ਤੇ ਵਿਸ਼ੇਸ਼ :	[630, 54, 1276, 122]
face-lodhi-2	[790, 1024, 878, 1129]
subheadline: ਰੱਬ ਦੇ ਸਮਾਨ ਹੈ ਰਮਨ ਲਈ ਉਸ ਦਾ ਪਿਤਾ, ਚਾਹ ਵੇਚ ਕੇ ਤੇ ਕਰਜ਼ੇ ਲੈ ਕੇ ਪੜ੍ਹਾਇਆ-ਲਿਖਾਇਆ ਸਤਪਾਲ ਨੇ ਆਪਣੇ ਬੱਚਿਆਂ ਨੂੰ	[18, 312, 1821, 368]
sidebar-box-subheading: ਮੈਂ ਆਪਣੀਆਂ ਜੜ੍ਹਾਂ ਨੂੰ ਭੁੱਲ ਨਹੀਂ ਸਕਦਾ-ਸਤਪਾਲ	[1396, 1320, 1646, 1336]
column-4-narrow	[1382, 376, 1498, 672]
column-2-mid	[472, 770, 916, 928]
